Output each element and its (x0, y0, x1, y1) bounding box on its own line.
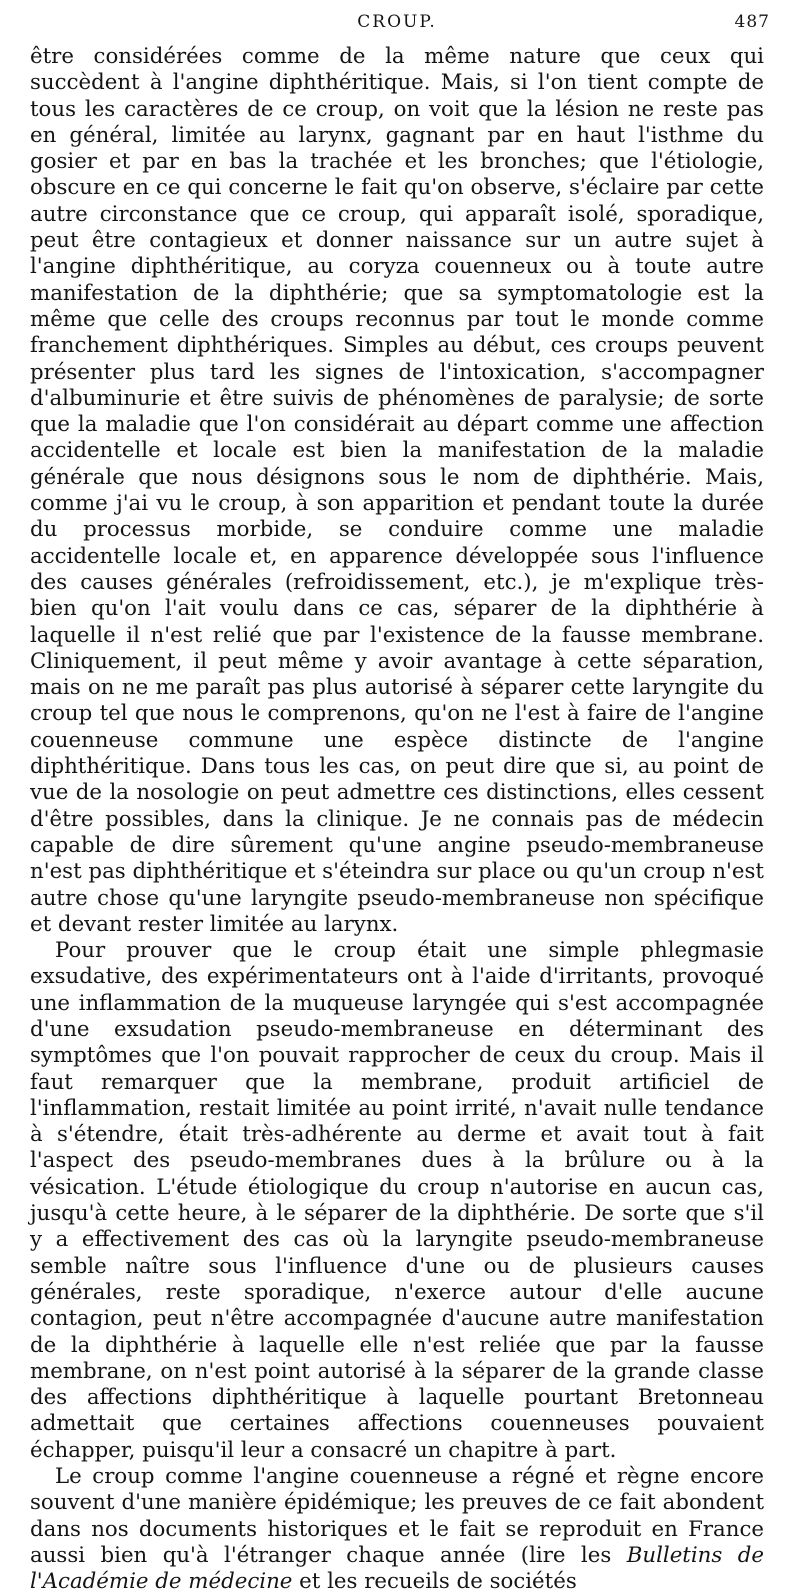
page-number: 487 (734, 12, 770, 32)
paragraph-experiments: Pour prouver que le croup était une simple phlegmasie exsudative, des expérimentateurs ont à l'aide d'irritants, provoqué une inflammation de la muqueuse laryngée qui s'est accompagnée d'une exsudation pseudo-membraneuse en déterminant des symptômes que l'on pouvait rapprocher de ceux du croup. Mais il faut remarquer que la membrane, produit artificiel de l'inflammation, restait limitée au point irrité, n'avait nulle tendance à s'étendre, était très-adhérente au derme et avait tout à fait l'aspect des pseudo-membranes dues à la brûlure ou à la vésication. L'étude étiologique du croup n'autorise en aucun cas, jusqu'à cette heure, à le séparer de la diphthérie. De sorte que s'il y a effectivement des cas où la laryngite pseudo-membraneuse semble naître sous l'influence d'une ou de plusieurs causes générales, reste sporadique, n'exerce autour d'elle aucune contagion, peut n'être accompagnée d'aucune autre manifestation de la diphthérie à laquelle elle n'est reliée que par la fausse membrane, on n'est point autorisé à la séparer de la grande classe des affections diphthéritique à laquelle pourtant Bretonneau admettait que certaines affections couenneuses pouvaient échapper, puisqu'il leur a consacré un chapitre à part. (30, 938, 764, 1463)
paragraph-continued: être considérées comme de la même nature que ceux qui succèdent à l'angine diphthéritique. Mais, si l'on tient compte de tous les caractères de ce croup, on voit que la lésion ne reste pas en général, limitée au larynx, gagnant par en haut l'isthme du gosier et par en bas la trachée et les bronches; que l'étiologie, obscure en ce qui concerne le fait qu'on observe, s'éclaire par cette autre circonstance que ce croup, qui apparaît isolé, sporadique, peut être contagieux et donner naissance sur un autre sujet à l'angine diphthéritique, au coryza couenneux ou à toute autre manifestation de la diphthérie; que sa symptomatologie est la même que celle des croups reconnus par tout le monde comme franchement diphthériques. Simples au début, ces croups peuvent présenter plus tard les signes de l'intoxication, s'accompagner d'albuminurie et être suivis de phénomènes de paralysie; de sorte que la maladie que l'on considérait au départ comme une affection accidentelle et locale est bien la manifestation de la maladie générale que nous désignons sous le nom de diphthérie. Mais, comme j'ai vu le croup, à son apparition et pendant toute la durée du processus morbide, se conduire comme une maladie accidentelle locale et, en apparence développée sous l'influence des causes générales (refroidissement, etc.), je m'explique très-bien qu'on l'ait voulu dans ce cas, séparer de la diphthérie à laquelle il n'est relié que par l'existence de la fausse membrane. Cliniquement, il peut même y avoir avantage à cette séparation, mais on ne me paraît pas plus autorisé à séparer cette laryngite du croup tel que nous le comprenons, qu'on ne l'est à faire de l'angine couenneuse commune une espèce distincte de l'angine diphthéritique. Dans tous les cas, on peut dire que si, au point de vue de la nosologie on peut admettre ces distinctions, elles cessent d'être possibles, dans la clinique. Je ne connais pas de médecin capable de dire sûrement qu'une angine pseudo-membraneuse n'est pas diphthéritique et s'éteindra sur place ou qu'un croup n'est autre chose qu'une laryngite pseudo-membraneuse non spécifique et devant rester limitée au larynx. (30, 44, 764, 937)
bulletins-title: Bulletins de l'Académie de médecine (30, 1542, 764, 1595)
body-text (30, 44, 764, 1596)
running-title: CROUP. (357, 12, 437, 32)
book-page (30, 0, 770, 1595)
paragraph-text-after: et les recueils de sociétés (292, 1569, 577, 1595)
paragraph-text-before: Le croup comme l'angine couenneuse a régné et règne encore souvent d'une manière épidémique; les preuves de ce fait abondent dans nos documents historiques et le fait se reproduit en France aussi bien qu'à l'étranger chaque année (lire les (30, 1464, 764, 1568)
running-header (30, 0, 770, 44)
paragraph-epidemic (30, 1464, 764, 1595)
